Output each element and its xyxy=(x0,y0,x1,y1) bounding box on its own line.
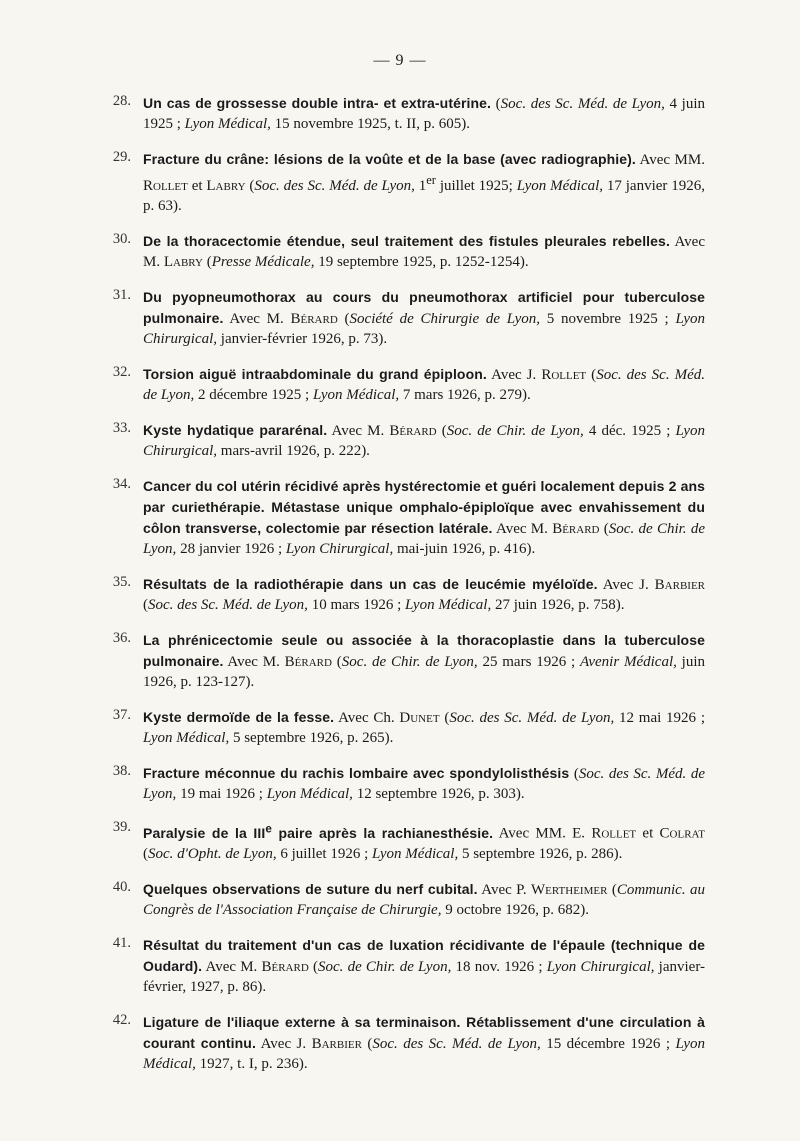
entry-number: 33. xyxy=(112,420,131,436)
bibliography-entry xyxy=(0,93,800,134)
bibliography-entry xyxy=(0,476,800,559)
entry-title: Fracture méconnue du rachis lombaire avec spondylolisthésis xyxy=(143,765,570,781)
entry-title: Kyste dermoïde de la fesse. xyxy=(143,709,335,725)
bibliography-entry xyxy=(0,763,800,804)
entry-reference: (Soc. des Sc. Méd. de Lyon, 19 mai 1926 ; Lyon Médical, 12 septembre 1926, p. 303). xyxy=(143,766,706,802)
bibliography-entry xyxy=(0,287,800,349)
entry-body xyxy=(143,763,705,804)
entry-title: Paralysie de la IIIe paire après la rachianesthésie. xyxy=(143,822,494,841)
entry-number: 30. xyxy=(112,231,131,247)
entry-title: Quelques observations de suture du nerf cubital. xyxy=(143,880,478,897)
bibliography-entry xyxy=(0,231,800,272)
entry-reference: Avec M. Labry (Presse Médicale, 19 septembre 1925, p. 1252-1254). xyxy=(143,234,705,270)
entry-reference: Avec Ch. Dunet (Soc. des Sc. Méd. de Lyon, 12 mai 1926 ; Lyon Médical, 5 septembre 1926, p. 265). xyxy=(143,710,705,746)
entry-body xyxy=(143,879,705,920)
entry-number: 29. xyxy=(112,149,131,165)
bibliography-entry xyxy=(0,574,800,615)
entry-title: Torsion aiguë intraabdominale du grand épiploon. xyxy=(143,366,487,382)
bibliography-entry xyxy=(0,879,800,920)
bibliography-entry xyxy=(0,630,800,692)
entry-title: Ligature de l'iliaque externe à sa terminaison. Rétablissement d'une circulation à courant continu. xyxy=(143,1013,705,1051)
entry-title: Résultats de la radiothérapie dans un cas de leucémie myéloïde. xyxy=(143,576,598,592)
bibliography-entry xyxy=(0,707,800,748)
entry-reference: (Soc. des Sc. Méd. de Lyon, 4 juin 1925 ; Lyon Médical, 15 novembre 1925, t. II, p. 605). xyxy=(143,96,706,132)
entry-title: Fracture du crâne: lésions de la voûte et de la base (avec radiographie). xyxy=(143,151,636,167)
entry-body xyxy=(143,935,705,997)
page-number: — 9 — xyxy=(373,52,427,69)
entry-number: 40. xyxy=(112,878,131,895)
entry-body xyxy=(143,231,705,272)
entry-reference: Avec MM. E. Rollet et Colrat (Soc. d'Opht. de Lyon, 6 juillet 1926 ; Lyon Médical, 5 septembre 1926, p. 286). xyxy=(143,825,705,862)
entry-number: 38. xyxy=(112,763,131,779)
entry-number: 41. xyxy=(112,934,131,951)
entry-reference: Avec M. Bérard (Soc. de Chir. de Lyon, 18 nov. 1926 ; Lyon Chirurgical, janvier-février, 1927, p. 86). xyxy=(143,958,706,995)
entry-title: De la thoracectomie étendue, seul traitement des fistules pleurales rebelles. xyxy=(143,233,670,249)
entry-body xyxy=(143,574,705,615)
entry-number: 37. xyxy=(112,707,131,723)
entry-body xyxy=(143,476,705,559)
entry-number: 34. xyxy=(112,476,131,492)
entry-title: Cancer du col utérin récidivé après hystérectomie et guéri localement depuis 2 ans par curiethérapie. Métastase unique omphalo-épiploïque avec envahissement du côlon transverse, colectomie par résection latérale. xyxy=(143,478,705,536)
entry-reference: Avec P. Wertheimer (Communic. au Congrès de l'Association Française de Chirurgie, 9 octobre 1926, p. 682). xyxy=(143,881,705,918)
entry-reference: Avec J. Barbier (Soc. des Sc. Méd. de Lyon, 15 décembre 1926 ; Lyon Médical, 1927, t. I, p. 236). xyxy=(143,1035,705,1072)
entry-number: 39. xyxy=(112,819,131,835)
bibliography-list xyxy=(0,93,800,1089)
entry-body xyxy=(143,1012,705,1074)
bibliography-entry xyxy=(0,935,800,997)
bibliography-entry xyxy=(0,420,800,461)
entry-body xyxy=(143,707,705,748)
entry-reference: Avec MM. Rollet et Labry (Soc. des Sc. Méd. de Lyon, 1er juillet 1925; Lyon Médical, 17 janvier 1926, p. 63). xyxy=(143,152,705,214)
bibliography-entry xyxy=(0,364,800,405)
entry-title: Un cas de grossesse double intra- et extra-utérine. xyxy=(143,95,492,111)
entry-body xyxy=(143,420,705,461)
entry-title: Du pyopneumothorax au cours du pneumothorax artificiel pour tuberculose pulmonaire. xyxy=(143,289,705,326)
bibliography-entry xyxy=(0,1012,800,1074)
entry-reference: Avec J. Rollet (Soc. des Sc. Méd. de Lyon, 2 décembre 1925 ; Lyon Médical, 7 mars 1926, p. 279). xyxy=(143,367,706,403)
entry-body xyxy=(143,149,705,216)
entry-body xyxy=(143,287,705,349)
entry-reference: Avec M. Bérard (Soc. de Chir. de Lyon, 4 déc. 1925 ; Lyon Chirurgical, mars-avril 1926, p. 222). xyxy=(143,423,706,459)
entry-body xyxy=(143,819,705,864)
entry-title: Résultat du traitement d'un cas de luxation récidivante de l'épaule (technique de Oudard). xyxy=(143,936,705,974)
entry-number: 36. xyxy=(112,630,131,646)
entry-number: 32. xyxy=(112,364,131,380)
entry-body xyxy=(143,630,705,692)
entry-body xyxy=(143,93,705,134)
bibliography-entry xyxy=(0,149,800,216)
entry-number: 42. xyxy=(112,1011,131,1028)
entry-title: La phrénicectomie seule ou associée à la thoracoplastie dans la tuberculose pulmonaire. xyxy=(143,632,705,669)
entry-number: 28. xyxy=(112,93,131,109)
entry-title: Kyste hydatique pararénal. xyxy=(143,422,328,438)
entry-number: 31. xyxy=(112,287,131,303)
entry-number: 35. xyxy=(112,574,131,590)
entry-reference: Avec M. Bérard (Soc. de Chir. de Lyon, 28 janvier 1926 ; Lyon Chirurgical, mai-juin 1926, p. 416). xyxy=(143,521,706,557)
entry-reference: Avec J. Barbier (Soc. des Sc. Méd. de Lyon, 10 mars 1926 ; Lyon Médical, 27 juin 1926, p. 758). xyxy=(143,577,706,613)
entry-body xyxy=(143,364,705,405)
bibliography-entry xyxy=(0,819,800,864)
entry-reference: Avec M. Bérard (Soc. de Chir. de Lyon, 25 mars 1926 ; Avenir Médical, juin 1926, p. 123-127). xyxy=(143,654,706,690)
entry-reference: Avec M. Bérard (Société de Chirurgie de Lyon, 5 novembre 1925 ; Lyon Chirurgical, janvier-février 1926, p. 73). xyxy=(143,311,705,347)
